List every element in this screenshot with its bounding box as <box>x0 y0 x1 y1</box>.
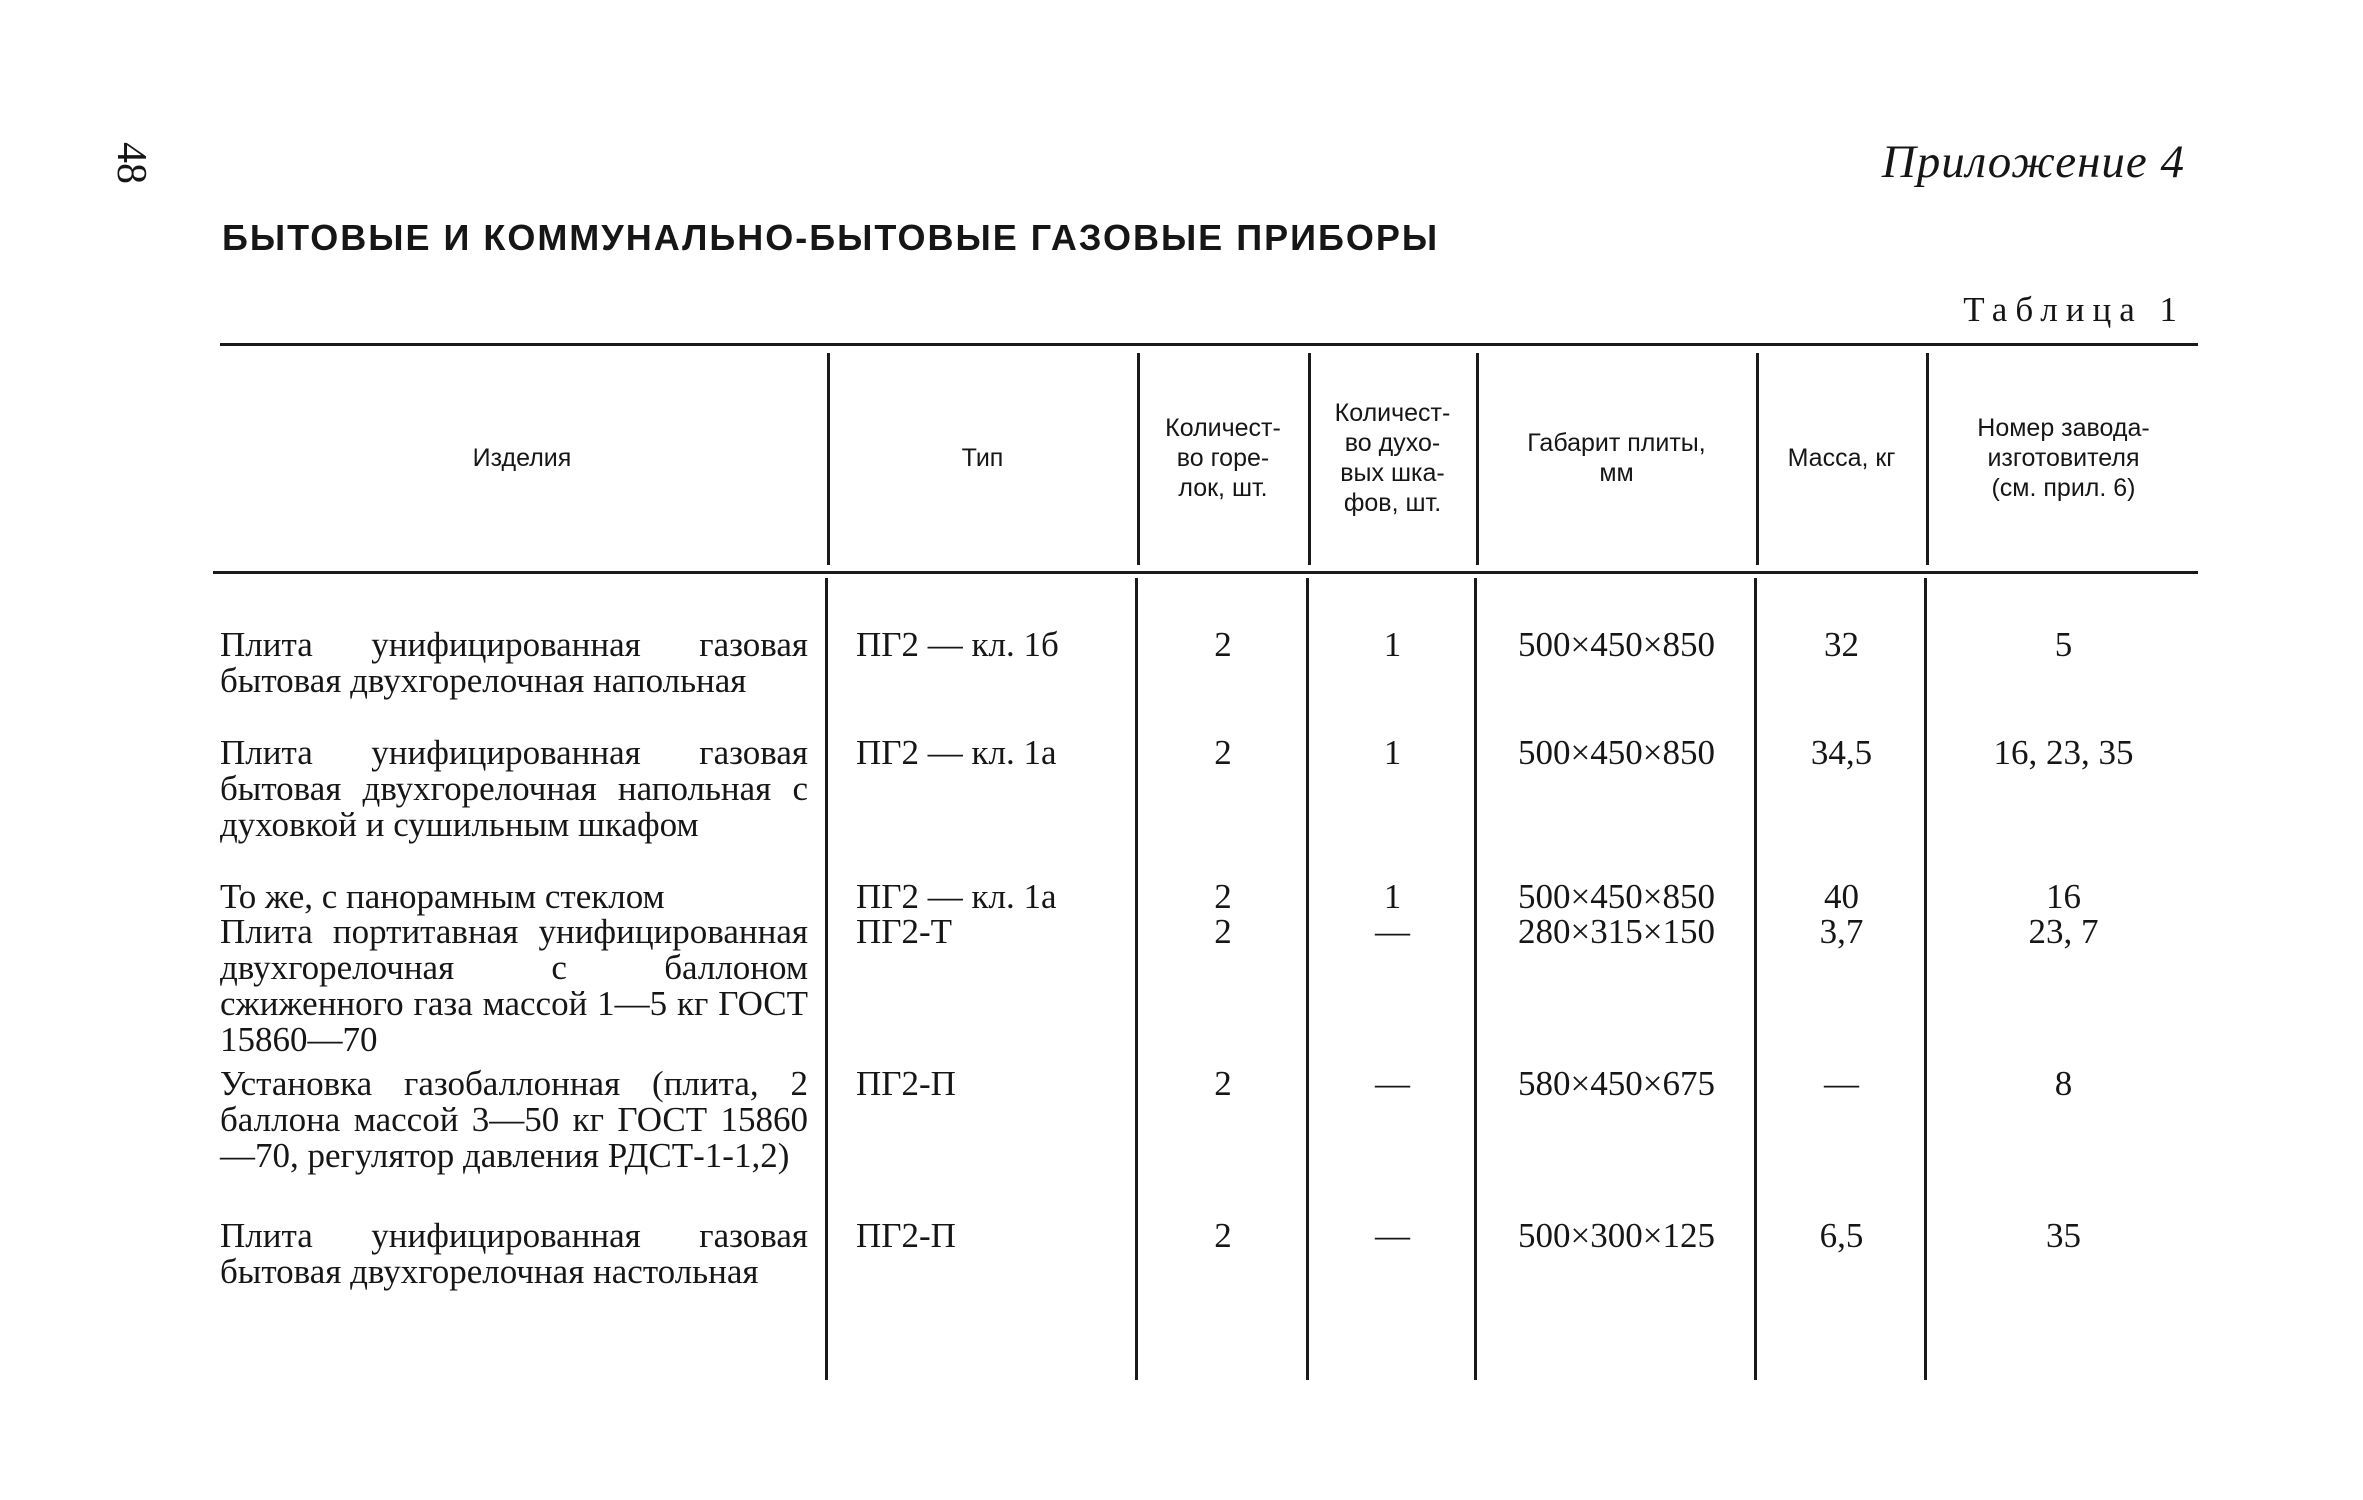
row-3-burners: 2 <box>1214 877 1232 916</box>
header-ovens: Количест- во духо- вых шка- фов, шт. <box>1334 399 1451 517</box>
row-5-mass: — <box>1824 1064 1859 1103</box>
row-1-dimensions: 500×450×850 <box>1518 625 1715 664</box>
header-burners: Количест- во горе- лок, шт. <box>1165 414 1281 502</box>
appendix-label: Приложение 4 <box>1881 136 2185 188</box>
row-5-ovens: — <box>1375 1064 1410 1103</box>
row-5-type: ПГ2-П <box>856 1064 956 1103</box>
row-1-plant: 5 <box>2054 625 2073 664</box>
column-divider <box>1474 578 1477 1380</box>
row-4-mass: 3,7 <box>1819 912 1864 951</box>
page-number: 48 <box>108 142 154 184</box>
row-2-mass: 34,5 <box>1810 733 1873 772</box>
column-divider <box>1754 578 1757 1380</box>
row-1-ovens: 1 <box>1383 625 1402 664</box>
row-3-plant: 16 <box>2046 877 2081 916</box>
row-5-plant: 8 <box>2054 1064 2073 1103</box>
header-product: Изделия <box>472 444 572 472</box>
page-title: БЫТОВЫЕ И КОММУНАЛЬНО-БЫТОВЫЕ ГАЗОВЫЕ ПРИБОРЫ <box>222 217 1440 258</box>
column-divider <box>1306 578 1309 1380</box>
row-4-plant: 23, 7 <box>2028 912 2099 951</box>
row-2-burners: 2 <box>1214 733 1232 772</box>
row-2-product: Плита унифицированная газовая бытовая двухгорелочная напольная с духовкой и сушильным шкафом <box>220 733 808 844</box>
row-6-product: Плита унифицированная газовая бытовая двухгорелочная настольная <box>220 1216 808 1291</box>
row-3-ovens: 1 <box>1383 877 1402 916</box>
header-mass: Масса, кг <box>1787 444 1896 472</box>
row-1-type: ПГ2 — кл. 1б <box>856 625 1059 664</box>
row-6-type: ПГ2-П <box>856 1216 956 1255</box>
header-dimensions: Габарит плиты, мм <box>1527 429 1706 487</box>
row-3-dimensions: 500×450×850 <box>1518 877 1715 916</box>
row-4-product: Плита портитавная унифицированная двухгорелочная с баллоном сжиженного газа массой 1—5 кг ГОСТ 15860—70 <box>220 912 808 1059</box>
row-4-burners: 2 <box>1214 912 1232 951</box>
header-type: Тип <box>961 444 1004 472</box>
header-plant: Номер завода- изготовителя (см. прил. 6) <box>1977 414 2150 502</box>
row-2-ovens: 1 <box>1383 733 1402 772</box>
table-header-rule <box>213 571 2198 574</box>
row-6-mass: 6,5 <box>1819 1216 1864 1255</box>
row-2-plant: 16, 23, 35 <box>1993 733 2134 772</box>
table-top-rule <box>220 343 2198 346</box>
row-6-plant: 35 <box>2046 1216 2081 1255</box>
row-6-dimensions: 500×300×125 <box>1518 1216 1715 1255</box>
row-4-dimensions: 280×315×150 <box>1518 912 1715 951</box>
row-3-type: ПГ2 — кл. 1а <box>856 877 1057 916</box>
table-caption: Таблица 1 <box>1963 290 2185 329</box>
row-6-ovens: — <box>1375 1216 1410 1255</box>
column-divider <box>1924 578 1927 1380</box>
row-1-mass: 32 <box>1824 625 1859 664</box>
row-6-burners: 2 <box>1214 1216 1232 1255</box>
row-5-dimensions: 580×450×675 <box>1518 1064 1715 1103</box>
row-2-type: ПГ2 — кл. 1а <box>856 733 1057 772</box>
row-3-mass: 40 <box>1824 877 1859 916</box>
row-1-burners: 2 <box>1214 625 1232 664</box>
row-1-product: Плита унифицированная газовая бытовая двухгорелочная напольная <box>220 625 808 700</box>
row-4-ovens: — <box>1375 912 1410 951</box>
row-2-dimensions: 500×450×850 <box>1518 733 1715 772</box>
row-3-product: То же, с панорамным стеклом <box>220 877 665 916</box>
row-4-type: ПГ2-Т <box>856 912 953 951</box>
column-divider <box>825 578 828 1380</box>
column-divider <box>1135 578 1138 1380</box>
row-5-product: Установка газобаллонная (плита, 2 баллона массой 3—50 кг ГОСТ 15860—70, регулятор давления РДСТ-1-1,2) <box>220 1064 808 1175</box>
row-5-burners: 2 <box>1214 1064 1232 1103</box>
